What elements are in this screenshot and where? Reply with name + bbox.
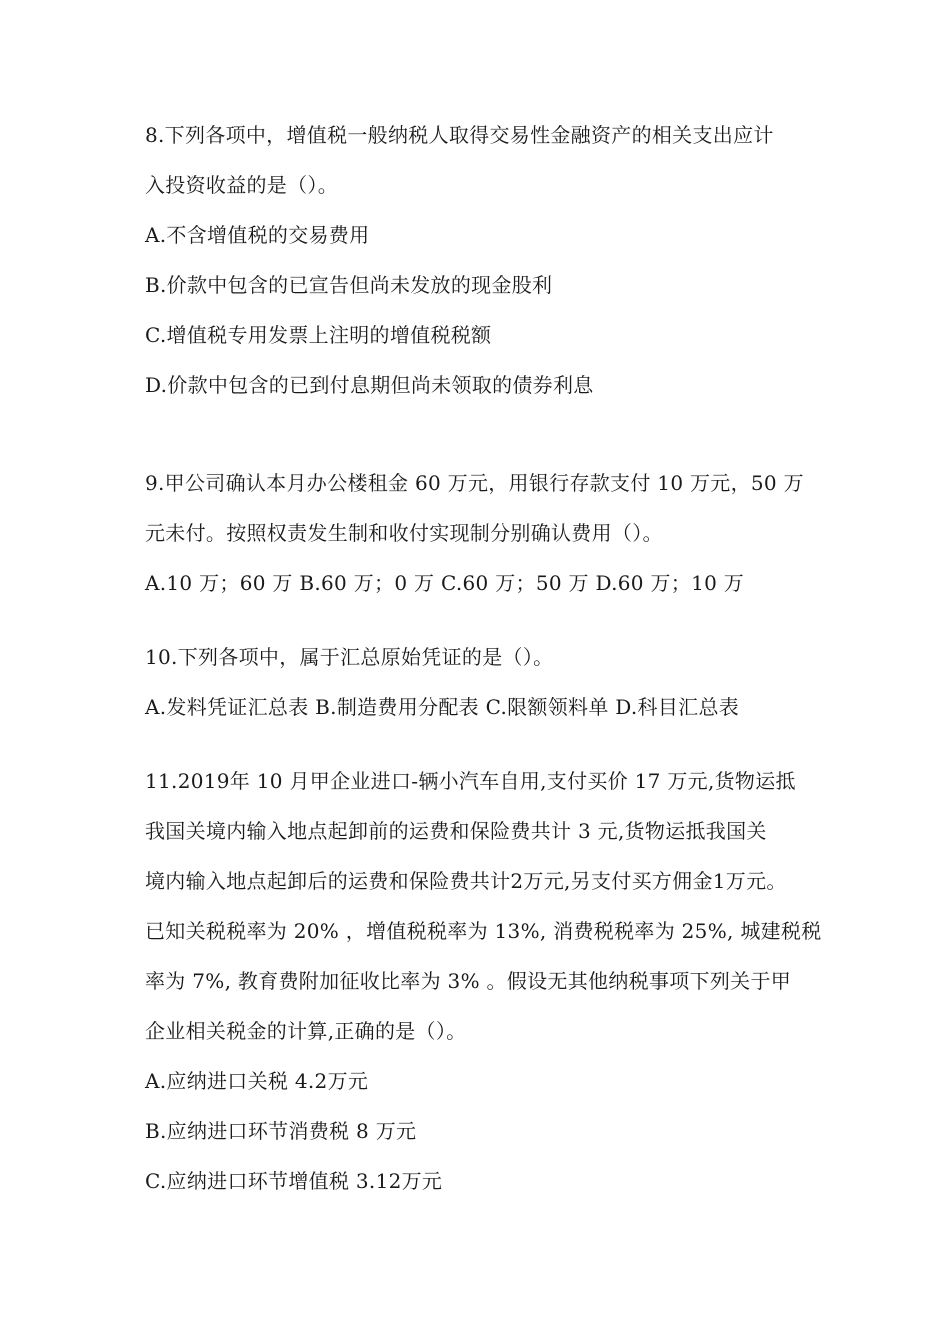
question-9-options: A.10 万；60 万 B.60 万；0 万 C.60 万；50 万 D.60 万；10 万 <box>145 571 745 595</box>
question-8-line-1: 8.下列各项中，增值税一般纳税人取得交易性金融资产的相关支出应计 <box>145 123 774 147</box>
question-11-option-a: A.应纳进口关税 4.2万元 <box>145 1069 369 1093</box>
question-8-option-a: A.不含增值税的交易费用 <box>145 223 370 247</box>
question-11-line-1: 11.2019年 10 月甲企业进口-辆小汽车自用,支付买价 17 万元,货物运抵 <box>145 769 796 793</box>
question-11-line-4: 已知关税税率为 20% ，增值税税率为 13%, 消费税税率为 25%, 城建税税 <box>145 919 822 943</box>
question-10-line-1: 10.下列各项中，属于汇总原始凭证的是（）。 <box>145 645 554 669</box>
question-11-line-3: 境内输入地点起卸后的运费和保险费共计2万元,另支付买方佣金1万元。 <box>145 869 787 893</box>
question-8-line-2: 入投资收益的是（）。 <box>145 173 338 197</box>
question-11-option-b: B.应纳进口环节消费税 8 万元 <box>145 1119 417 1143</box>
question-8-option-d: D.价款中包含的已到付息期但尚未领取的债券利息 <box>145 373 594 397</box>
question-11-option-c: C.应纳进口环节增值税 3.12万元 <box>145 1169 443 1193</box>
question-10-options: A.发料凭证汇总表 B.制造费用分配表 C.限额领料单 D.科目汇总表 <box>145 695 740 719</box>
question-8-option-c: C.增值税专用发票上注明的增值税税额 <box>145 323 492 347</box>
question-8-option-b: B.价款中包含的已宣告但尚未发放的现金股利 <box>145 273 553 297</box>
question-11-line-5: 率为 7%, 教育费附加征收比率为 3% 。假设无其他纳税事项下列关于甲 <box>145 969 792 993</box>
question-11-line-6: 企业相关税金的计算,正确的是（）。 <box>145 1019 467 1043</box>
question-9-line-1: 9.甲公司确认本月办公楼租金 60 万元，用银行存款支付 10 万元，50 万 <box>145 471 804 495</box>
question-9-line-2: 元未付。按照权责发生制和收付实现制分别确认费用（）。 <box>145 521 663 545</box>
question-11-line-2: 我国关境内输入地点起卸前的运费和保险费共计 3 元,货物运抵我国关 <box>145 819 767 843</box>
